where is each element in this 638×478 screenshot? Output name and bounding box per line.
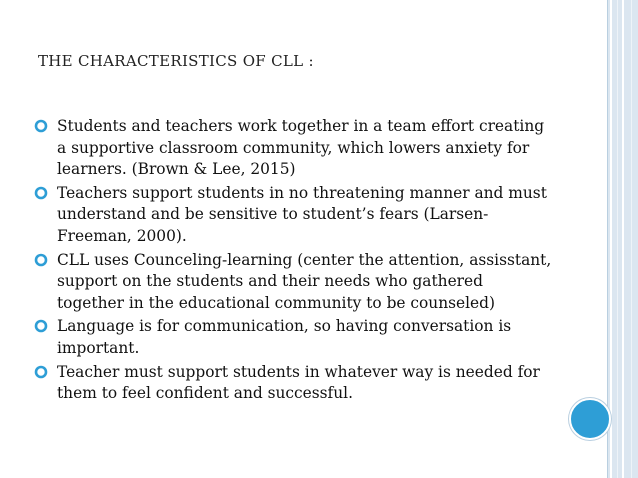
bullet-list: [34, 116, 554, 407]
bullet-item: [34, 183, 554, 248]
bullet-item: [34, 362, 554, 405]
panel-stripe: [622, 0, 624, 478]
bullet-text: Language is for communication, so having conversation is important.: [57, 317, 512, 357]
slide-title: THE CHARACTERISTICS OF CLL :: [38, 52, 314, 70]
bullet-text: Teachers support students in no threatening manner and must understand and be sensitive to student’s fears (Larsen-Freeman, 2000).: [57, 183, 547, 245]
bullet-text: Students and teachers work together in a team effort creating a supportive classroom community, which lowers anxiety for learners. (Brown & Lee, 2015): [57, 117, 545, 179]
panel-stripe: [631, 0, 632, 478]
accent-circle-decoration: [569, 398, 611, 440]
bullet-text: Teacher must support students in whatever way is needed for them to feel confident and successful.: [57, 362, 540, 403]
bullet-text: CLL uses Counceling-learning (center the attention, assisstant, support on the students and their needs who gathered together in the educational community to be counseled): [57, 250, 552, 312]
bullet-item: [34, 250, 554, 315]
hollow-circle-bullet-icon: [34, 186, 48, 200]
hollow-circle-bullet-icon: [34, 365, 48, 379]
bullet-item: [34, 316, 554, 359]
hollow-circle-bullet-icon: [34, 119, 48, 133]
decorative-side-panel: [608, 0, 638, 478]
panel-stripe: [610, 0, 612, 478]
bullet-item: [34, 116, 554, 181]
panel-stripe: [617, 0, 618, 478]
hollow-circle-bullet-icon: [34, 319, 48, 333]
hollow-circle-bullet-icon: [34, 253, 48, 267]
